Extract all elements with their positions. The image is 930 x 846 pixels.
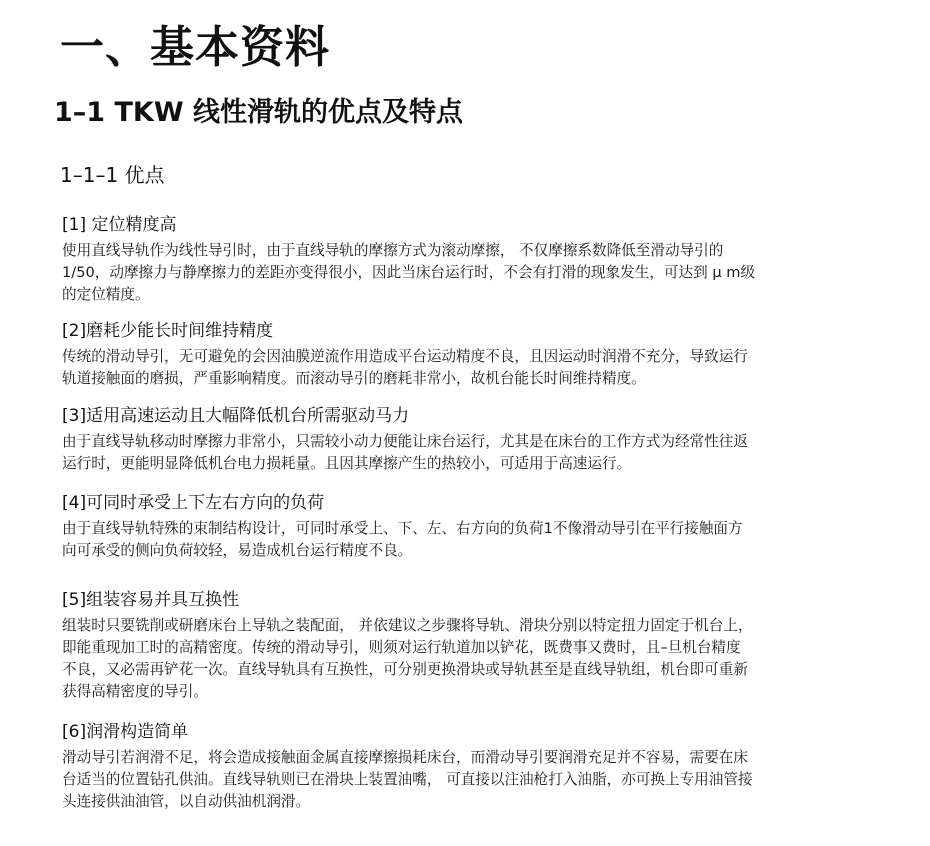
advantage-body <box>62 518 882 562</box>
body-line: 不良，又必需再铲花一次。直线导轨具有互换性，可分别更换滑块或导轨甚至是直线导轨组，机台即可重新 <box>62 661 748 678</box>
body-line: 轨道接触面的磨损，严重影响精度。而滚动导引的磨耗非常小，故机台能长时间维持精度。 <box>62 370 646 387</box>
body-line: 运行时，更能明显降低机台电力损耗量。且因其摩擦产生的热较小，可适用于高速运行。 <box>62 455 632 472</box>
body-line: 由于直线导轨特殊的束制结构设计，可同时承受上、下、左、右方向的负荷1不像滑动导引在平行接触面方 <box>62 520 743 537</box>
body-line: 即能重现加工时的高精密度。传统的滑动导引，则须对运行轨道加以铲花，既费事又费时，且–旦机台精度 <box>62 639 741 656</box>
body-line: 1/50，动摩擦力与静摩擦力的差距亦变得很小，因此当床台运行时，不会有打滑的现象发生，可达到 μ m级 <box>62 264 756 281</box>
body-line: 台适当的位置钻孔供油。直线导轨则已在滑块上装置油嘴， 可直接以注油枪打入油脂，亦可换上专用油管接 <box>62 771 753 788</box>
body-line: 向可承受的侧向负荷较轻，易造成机台运行精度不良。 <box>62 542 413 559</box>
advantage-section-2 <box>62 318 882 390</box>
advantage-body <box>62 615 882 703</box>
advantage-title: [2]磨耗少能长时间维持精度 <box>62 321 274 341</box>
advantage-title: [1] 定位精度高 <box>62 215 177 235</box>
body-line: 使用直线导轨作为线性导引时，由于直线导轨的摩擦方式为滚动摩擦， 不仅摩擦系数降低至滑动导引的 <box>62 242 724 259</box>
body-line: 的定位精度。 <box>62 286 150 303</box>
advantage-title: [3]适用高速运动且大幅降低机台所需驱动马力 <box>62 406 410 426</box>
subsection-heading: 1–1–1 优点 <box>60 163 165 187</box>
advantage-title: [6]润滑构造简单 <box>62 722 189 742</box>
chapter-heading: 一、基本资料 <box>60 22 330 73</box>
advantage-section-3 <box>62 403 882 475</box>
advantage-title: [4]可同时承受上下左右方向的负荷 <box>62 493 325 513</box>
body-line: 获得高精密度的导引。 <box>62 683 208 700</box>
advantage-body <box>62 747 882 813</box>
advantage-section-1 <box>62 212 882 306</box>
body-line: 传统的滑动导引，无可避免的会因油膜逆流作用造成平台运动精度不良，且因运动时润滑不充分，导致运行 <box>62 348 748 365</box>
body-line: 组装时只要铣削或研磨床台上导轨之装配面， 并依建议之步骤将导轨、滑块分别以特定扭力固定于机台上， <box>62 617 753 634</box>
advantage-section-6 <box>62 719 882 813</box>
advantage-body <box>62 346 882 390</box>
advantage-body <box>62 240 882 306</box>
advantage-body <box>62 431 882 475</box>
advantage-title: [5]组装容易并具互换性 <box>62 590 240 610</box>
body-line: 由于直线导轨移动时摩擦力非常小，只需较小动力便能让床台运行，尤其是在床台的工作方式为经常性往返 <box>62 433 748 450</box>
section-heading: 1–1 TKW 线性滑轨的优点及特点 <box>54 97 463 128</box>
body-line: 头连接供油油管，以自动供油机润滑。 <box>62 793 311 810</box>
advantage-section-4 <box>62 490 882 562</box>
body-line: 滑动导引若润滑不足，将会造成接触面金属直接摩擦损耗床台，而滑动导引要润滑充足并不容易，需要在床 <box>62 749 748 766</box>
advantage-section-5 <box>62 587 882 703</box>
